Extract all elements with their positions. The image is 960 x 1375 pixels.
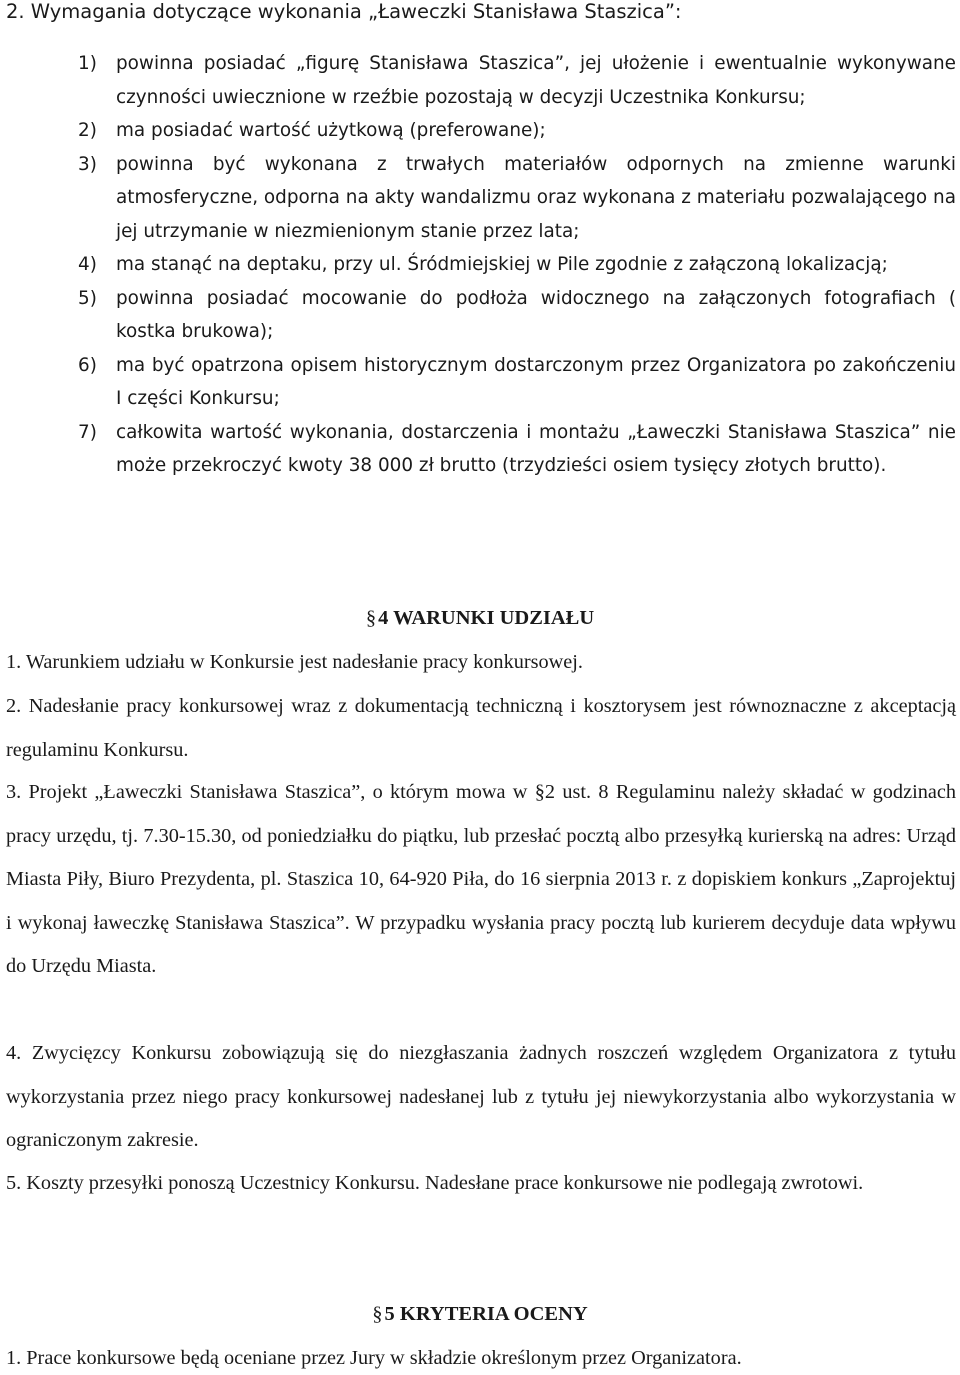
section-4-title: 4 WARUNKI UDZIAŁU xyxy=(378,607,595,629)
requirement-item xyxy=(78,148,956,249)
condition-paragraph: 1. Warunkiem udziału w Konkursie jest nadesłanie pracy konkursowej. xyxy=(6,651,583,673)
condition-paragraph: 4. Zwycięzcy Konkursu zobowiązują się do niezgłaszania żadnych roszczeń względem Organizatora z tytułu wykorzystania przez niego pracy konkursowej nadesłanej lub z tytułu jej niewykorzystania albo wykorzystania w ograniczonym zakresie. xyxy=(6,1042,956,1151)
requirement-text: powinna posiadać mocowanie do podłoża widocznego na załączonych fotografiach ( kostka brukowa); xyxy=(116,287,956,342)
requirement-item xyxy=(78,349,956,416)
requirement-text: powinna być wykonana z trwałych materiałów odpornych na zmienne warunki atmosferyczne, odporna na akty wandalizmu oraz wykonana z materiału pozwalającego na jej utrzymanie w niezmienionym stanie przez lata; xyxy=(116,153,956,242)
section-5-heading xyxy=(0,1300,960,1328)
requirement-item xyxy=(78,282,956,349)
requirement-text: ma być opatrzona opisem historycznym dostarczonym przez Organizatora po zakończeniu I części Konkursu; xyxy=(116,354,956,409)
requirement-text: całkowita wartość wykonania, dostarczenia i montażu „Ławeczki Stanisława Staszica” nie może przekroczyć kwoty 38 000 zł brutto (trzydzieści osiem tysięcy złotych brutto). xyxy=(116,421,956,476)
requirement-item xyxy=(78,248,956,282)
requirement-text: ma stanąć na deptaku, przy ul. Śródmiejskiej w Pile zgodnie z załączoną lokalizacją; xyxy=(116,254,888,275)
section-symbol: § xyxy=(365,607,377,629)
requirement-item xyxy=(78,114,956,148)
condition-paragraph: 5. Koszty przesyłki ponoszą Uczestnicy Konkursu. Nadesłane prace konkursowe nie podlegają zwrotowi. xyxy=(6,1172,864,1194)
requirement-item xyxy=(78,47,956,114)
requirement-number: 6) xyxy=(78,354,97,376)
requirement-number: 4) xyxy=(78,254,97,275)
condition-paragraph: 2. Nadesłanie pracy konkursowej wraz z dokumentacją techniczną i kosztorysem jest równoznaczne z akceptacją regulaminu Konkursu. xyxy=(6,695,956,761)
section-4-heading xyxy=(0,604,960,632)
section-5-title: 5 KRYTERIA OCENY xyxy=(384,1303,588,1325)
requirement-number: 1) xyxy=(78,53,97,74)
requirements-list xyxy=(78,47,956,483)
requirements-intro: 2. Wymagania dotyczące wykonania „Ławeczki Stanisława Staszica”: xyxy=(6,0,682,23)
requirement-text: ma posiadać wartość użytkową (preferowane); xyxy=(116,120,546,141)
requirement-number: 5) xyxy=(78,287,97,309)
requirement-number: 7) xyxy=(78,421,97,443)
requirement-number: 3) xyxy=(78,153,97,175)
requirement-number: 2) xyxy=(78,120,97,141)
requirement-item xyxy=(78,416,956,483)
section-symbol: § xyxy=(372,1303,383,1325)
condition-paragraph: 3. Projekt „Ławeczki Stanisława Staszica”, o którym mowa w §2 ust. 8 Regulaminu należy składać w godzinach pracy urzędu, tj. 7.30-15.30, od poniedziałku do piątku, lub przesłać pocztą albo przesyłką kurierską na adres: Urząd Miasta Piły, Biuro Prezydenta, pl. Staszica 10, 64-920 Piła, do 16 sierpnia 2013 r. z dopiskiem konkurs „Zaprojektuj i wykonaj ławeczkę Stanisława Staszica”. W przypadku wysłania pracy pocztą lub kurierem decyduje data wpływu do Urzędu Miasta. xyxy=(6,781,956,977)
requirement-text: powinna posiadać „figurę Stanisława Staszica”, jej ułożenie i ewentualnie wykonywane czynności uwiecznione w rzeźbie pozostają w decyzji Uczestnika Konkursu; xyxy=(116,53,956,108)
criteria-paragraph: 1. Prace konkursowe będą oceniane przez Jury w składzie określonym przez Organizatora. xyxy=(6,1347,742,1369)
